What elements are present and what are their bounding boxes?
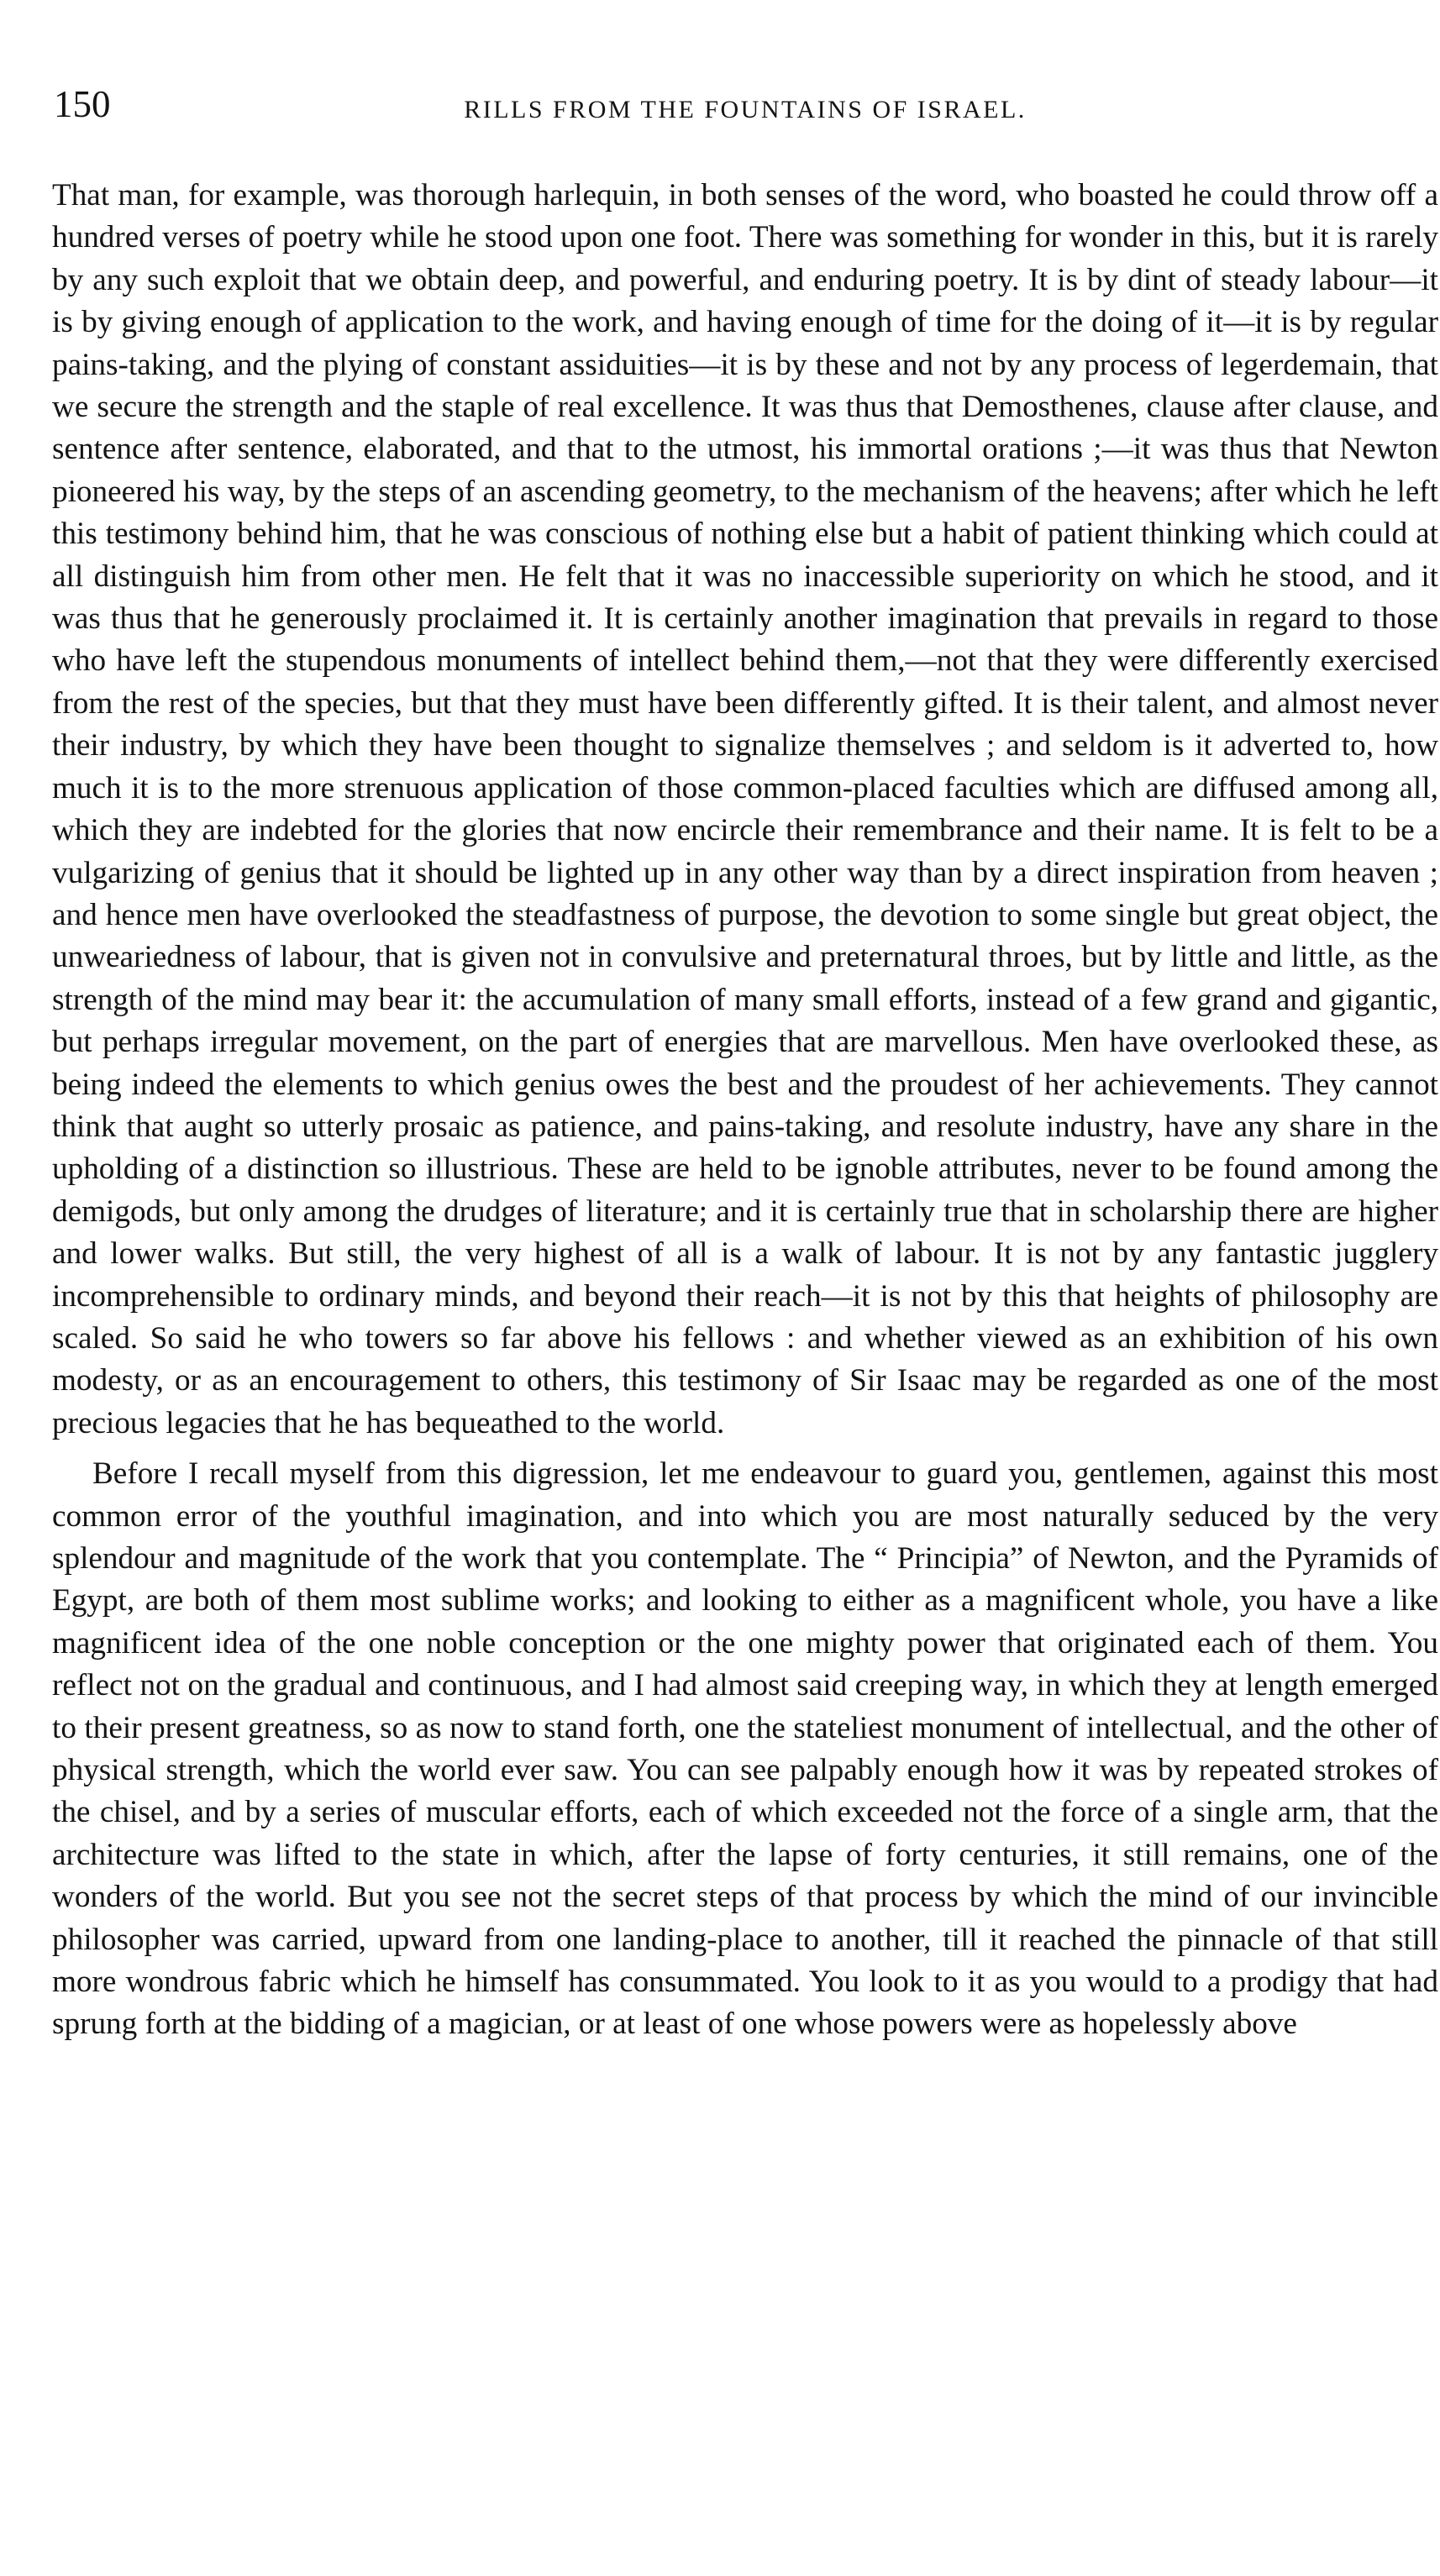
running-title: RILLS FROM THE FOUNTAINS OF ISRAEL. [464,96,1027,123]
running-head [52,77,1438,124]
body-text [52,175,1438,2046]
paragraph-2: Before I recall myself from this digression, let me endeavour to guard you, gentlemen, against this most common error of the youthful imagination, and into which you are most naturally seduced by the very splendour and magnitude of the work that you contemplate. The “ Principia” of Newton, and the Pyramids of Egypt, are both of them most sublime works; and looking to either as a magnificent whole, you have a like magnificent idea of the one noble conception or the one mighty power that originated each of them. You reflect not on the gradual and continuous, and I had almost said creeping way, in which they at length emerged to their present greatness, so as now to stand forth, one the stateliest monument of intellectual, and the other of physical strength, which the world ever saw. You can see palpably enough how it was by repeated strokes of the chisel, and by a series of muscular efforts, each of which exceeded not the force of a single arm, that the architecture was lifted to the state in which, after the lapse of forty centuries, it still remains, one of the wonders of the world. But you see not the secret steps of that process by which the mind of our invincible philosopher was carried, upward from one landing-place to another, till it reached the pinnacle of that still more wondrous fabric which he himself has consummated. You look to it as you would to a prodigy that had sprung forth at the bidding of a magician, or at least of one whose powers were as hopelessly above [52,1456,1438,2042]
book-page [52,77,1438,2563]
page-number: 150 [54,83,111,125]
paragraph-1: That man, for example, was thorough harlequin, in both senses of the word, who boasted he could throw off a hundred verses of poetry while he stood upon one foot. There was something for wonder in this, but it is rarely by any such exploit that we obtain deep, and powerful, and enduring poetry. It is by dint of steady labour—it is by giving enough of application to the work, and having enough of time for the doing of it—it is by regular pains-taking, and the plying of constant assiduities—it is by these and not by any process of legerdemain, that we secure the strength and the staple of real excellence. It was thus that Demosthenes, clause after clause, and sentence after sentence, elaborated, and that to the utmost, his immortal orations ;—it was thus that Newton pioneered his way, by the steps of an ascending geometry, to the mechanism of the heavens; after which he left this testimony behind him, that he was conscious of nothing else but a habit of patient thinking which could at all distinguish him from other men. He felt that it was no inaccessible superiority on which he stood, and it was thus that he generously proclaimed it. It is certainly another imagination that prevails in regard to those who have left the stupendous monuments of intellect behind them,—not that they were differently exercised from the rest of the species, but that they must have been differently gifted. It is their talent, and almost never their industry, by which they have been thought to signalize themselves ; and seldom is it adverted to, how much it is to the more strenuous application of those common-placed faculties which are diffused among all, which they are indebted for the glories that now encircle their remembrance and their name. It is felt to be a vulgarizing of genius that it should be lighted up in any other way than by a direct inspiration from heaven ; and hence men have overlooked the steadfastness of purpose, the devotion to some single but great object, the unweariedness of labour, that is given not in convulsive and preternatural throes, but by little and little, as the strength of the mind may bear it: the accumulation of many small efforts, instead of a few grand and gigantic, but perhaps irregular movement, on the part of energies that are marvellous. Men have overlooked these, as being indeed the elements to which genius owes the best and the proudest of her achievements. They cannot think that aught so utterly prosaic as patience, and pains-taking, and resolute industry, have any share in the upholding of a distinction so illustrious. These are held to be ignoble attributes, never to be found among the demigods, but only among the drudges of literature; and it is certainly true that in scholarship there are higher and lower walks. But still, the very highest of all is a walk of labour. It is not by any fantastic jugglery incomprehensible to ordinary minds, and beyond their reach—it is not by this that heights of philosophy are scaled. So said he who towers so far above his fellows : and whether viewed as an exhibition of his own modesty, or as an encouragement to others, this testimony of Sir Isaac may be regarded as one of the most precious legacies that he has bequeathed to the world. [52,178,1438,1440]
